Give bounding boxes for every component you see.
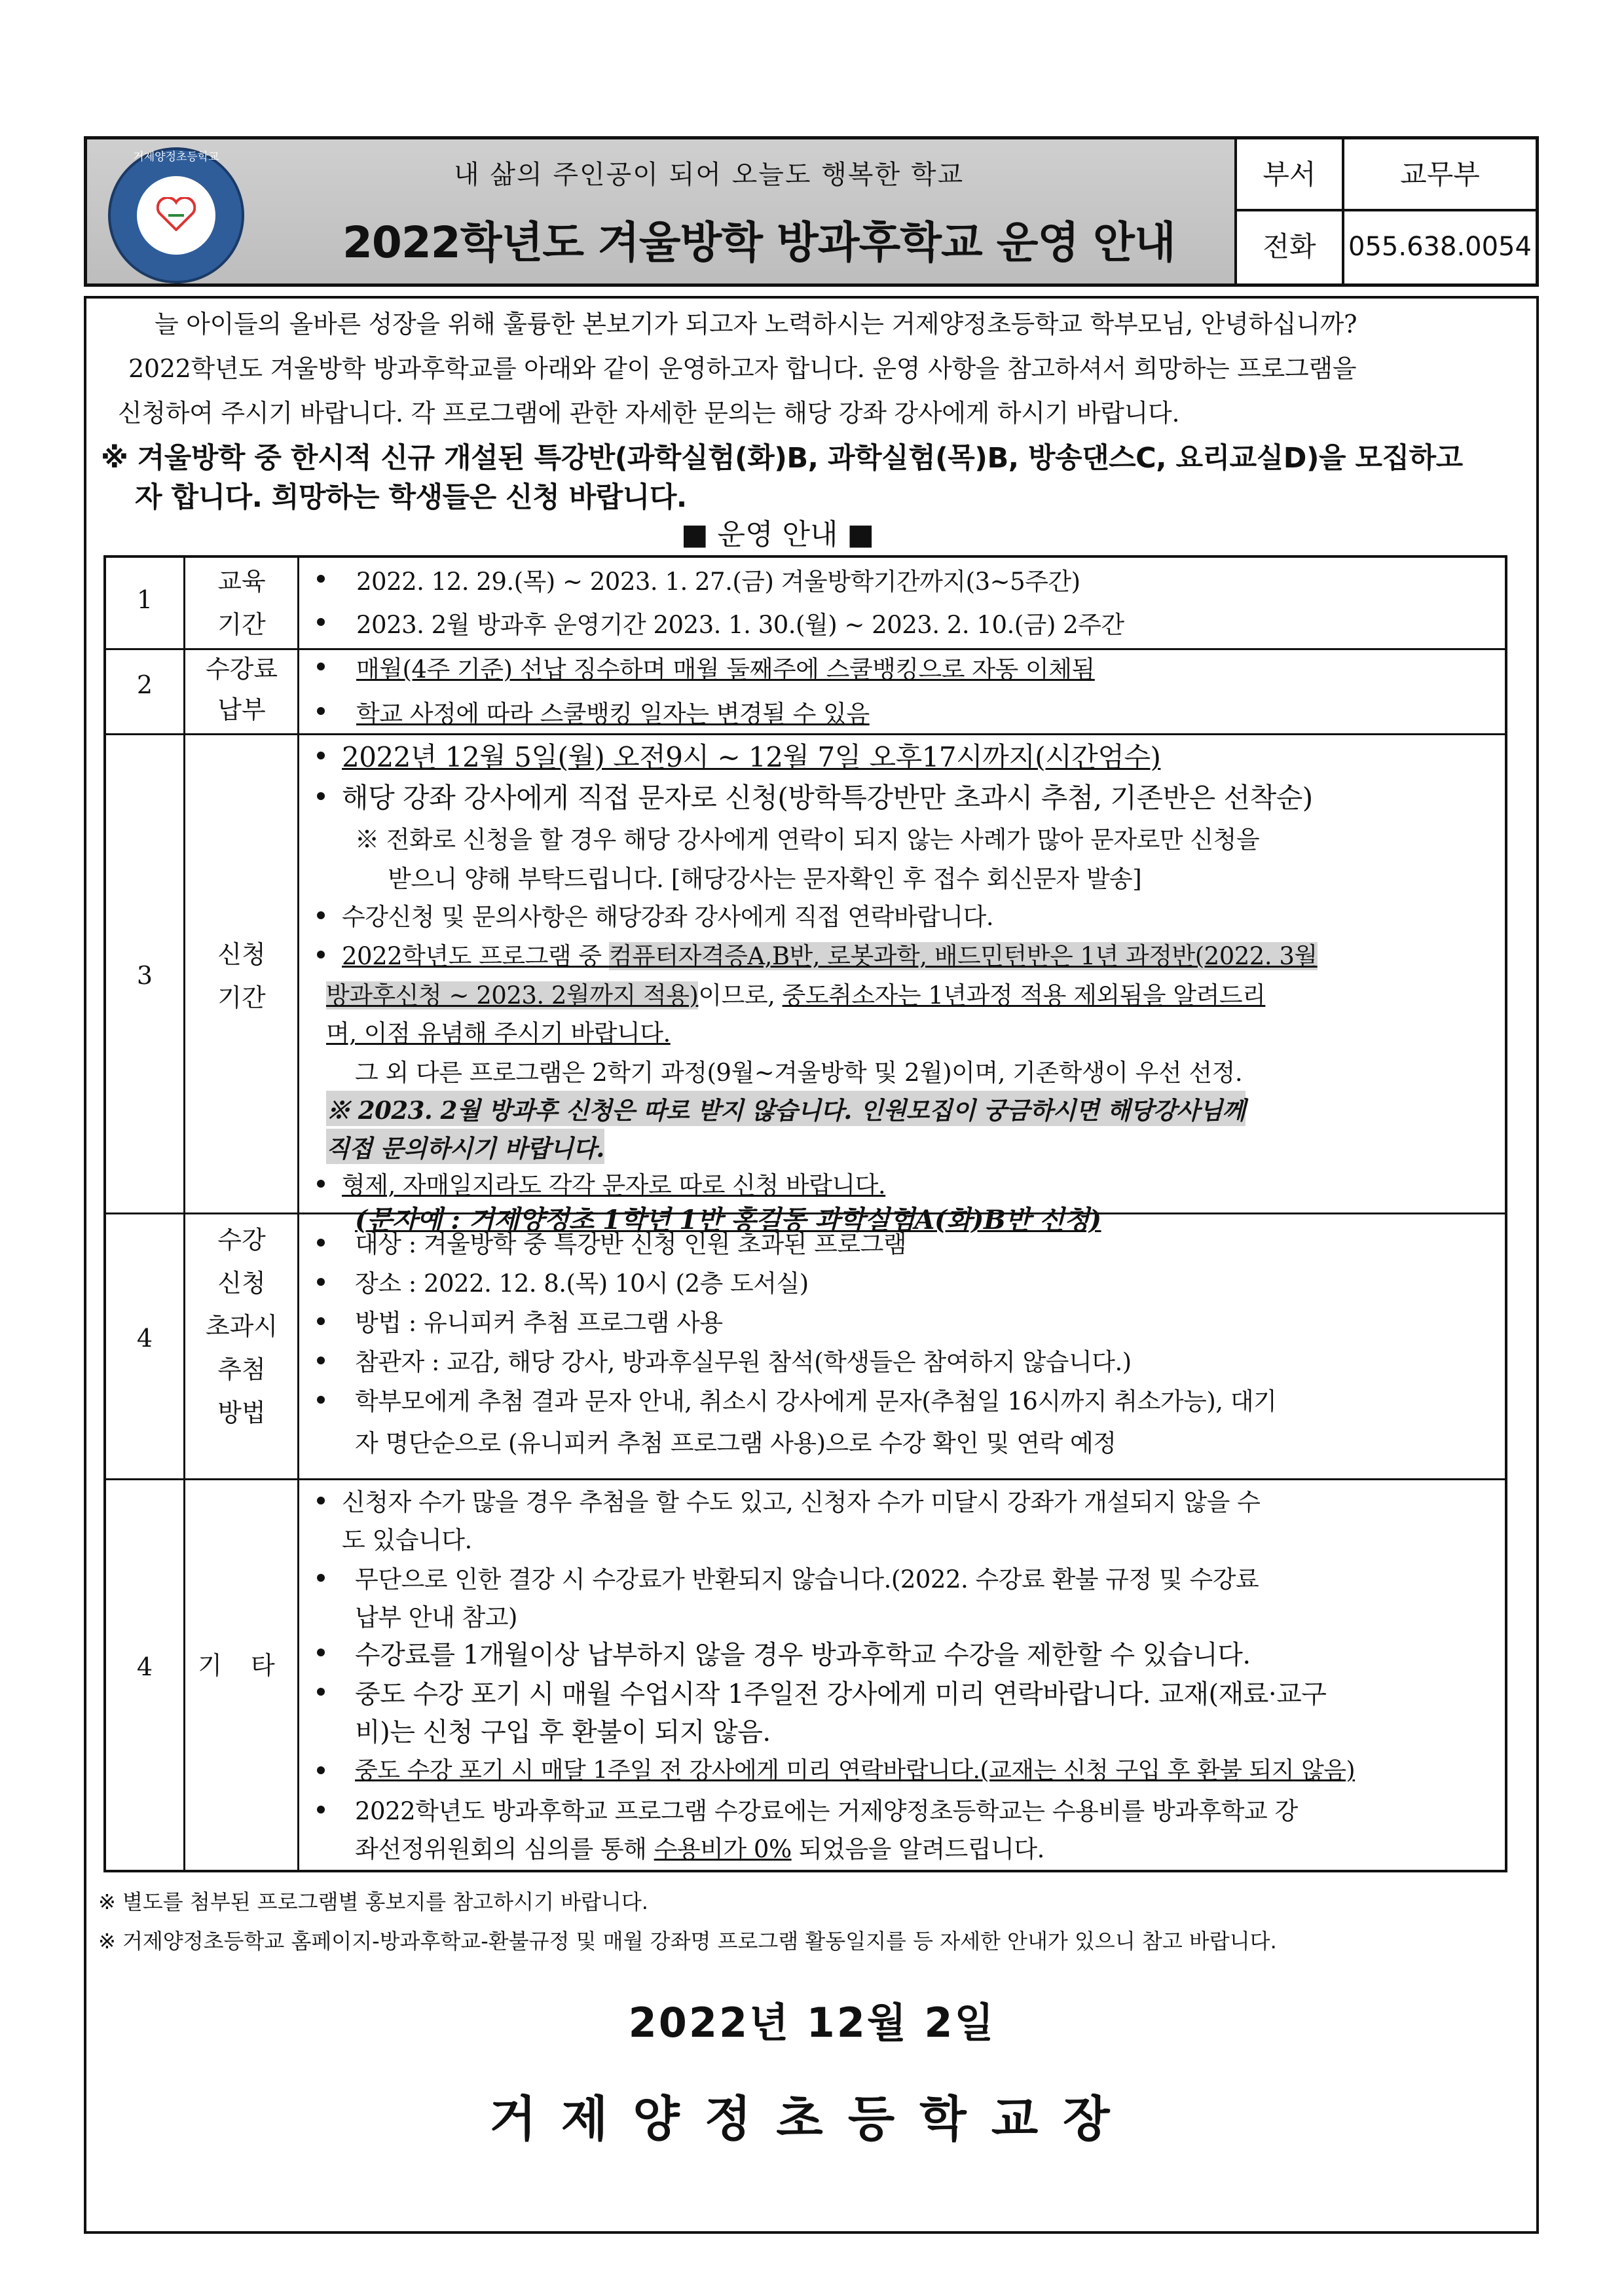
header-box	[84, 136, 1539, 287]
bullet-icon	[317, 792, 325, 800]
row-number: 4	[136, 1324, 153, 1353]
year-course-note: 며, 이점 유념해 주시기 바랍니다.	[326, 1019, 671, 1048]
row-label: 교육	[217, 567, 266, 596]
school-slogan: 내 삶의 주인공이 되어 오늘도 행복한 학교	[454, 160, 965, 190]
bullet-icon	[317, 911, 325, 919]
notice-line-1: ※ 겨울방학 중 한시적 신규 개설된 특강반(과학실험(화)B, 과학실험(목)B, 방송댄스C, 요리교실D)을 모집하고	[101, 442, 1463, 475]
bullet-icon	[317, 752, 325, 759]
intro-line-2: 2022학년도 겨울방학 방과후학교를 아래와 같이 운영하고자 합니다. 운영 사항을 참고하셔서 희망하는 프로그램을	[128, 354, 1357, 383]
row-label: 기간	[217, 610, 266, 639]
year-course-text: 2022학년도 프로그램 중	[342, 942, 609, 970]
row-number: 2	[136, 670, 153, 699]
row-label: 수강	[217, 1226, 266, 1254]
etc-item: 수강료를 1개월이상 납부하지 않을 경우 방과후학교 수강을 제한할 수 있습니다.	[355, 1640, 1251, 1670]
etc-text: 되었음을 알려드립니다.	[791, 1835, 1044, 1863]
year-course-highlight: 방과후신청 ~ 2023. 2월까지 적용)	[326, 981, 699, 1010]
year-course-note	[342, 936, 1318, 972]
issue-date: 2022년 12월 2일	[628, 1999, 996, 2047]
header-title-band	[87, 139, 1237, 283]
row-item: 매월(4주 기준) 선납 징수하며 매월 둘째주에 스쿨뱅킹으로 자동 이체됨	[356, 655, 1095, 683]
row-label: 초과시	[205, 1312, 278, 1341]
logo-text: 거제양정초등학교	[133, 151, 219, 164]
bullet-icon	[317, 707, 325, 715]
etc-item: 2022학년도 방과후학교 프로그램 수강료에는 거제양정초등학교는 수용비를 방과후학교 강	[355, 1797, 1298, 1825]
info-table	[103, 555, 1507, 1872]
logo-emblem-icon	[137, 176, 215, 255]
other-course-note: 그 외 다른 프로그램은 2학기 과정(9월~겨울방학 및 2월)이며, 기존학생이 우선 선정.	[355, 1059, 1243, 1087]
bullet-icon	[317, 575, 325, 583]
apply-note: ※ 전화로 신청을 할 경우 해당 강사에게 연락이 되지 않는 사례가 많아 문자로만 신청을	[355, 826, 1260, 854]
apply-note: 받으니 양해 부탁드립니다. [해당강사는 문자확인 후 접수 회신문자 발송]	[388, 865, 1142, 893]
row-label: 수강료	[205, 655, 278, 683]
table-row-divider	[106, 1478, 1505, 1480]
etc-item: 비)는 신청 구입 후 환불이 되지 않음.	[355, 1717, 771, 1747]
row-label: 기간	[217, 983, 266, 1012]
dept-label: 부서	[1237, 139, 1344, 211]
bullet-icon	[317, 618, 325, 626]
lottery-item-cont: 자 명단순으로 (유니피커 추첨 프로그램 사용)으로 수강 확인 및 연락 예정	[355, 1429, 1116, 1457]
bullet-icon	[317, 1766, 325, 1774]
section-title: ■ 운영 안내 ■	[681, 518, 875, 551]
year-course-highlight: 컴퓨터자격증A,B반, 로봇과학, 배드민턴반은 1년 과정반(2022. 3월	[608, 942, 1318, 970]
row-item: 2023. 2월 방과후 운영기간 2023. 1. 30.(월) ~ 2023. 2. 10.(금) 2주간	[356, 611, 1124, 639]
lottery-item: 대상 : 겨울방학 중 특강반 신청 인원 초과된 프로그램	[355, 1230, 907, 1258]
bullet-icon	[317, 1574, 325, 1582]
row-number: 4	[136, 1652, 153, 1681]
bullet-icon	[317, 1278, 325, 1286]
etc-item: 신청자 수가 많을 경우 추첨을 할 수도 있고, 신청자 수가 미달시 강좌가 개설되지 않을 수	[342, 1488, 1261, 1516]
row-item: 학교 사정에 따라 스쿨뱅킹 일자는 변경될 수 있음	[356, 700, 870, 728]
feb-notice: 직접 문의하시기 바랍니다.	[326, 1129, 604, 1164]
lottery-item: 방법 : 유니피커 추첨 프로그램 사용	[355, 1309, 723, 1337]
bullet-icon	[317, 663, 325, 670]
year-course-note	[326, 975, 1265, 1011]
row-label: 기 타	[198, 1651, 286, 1680]
bullet-icon	[317, 1180, 325, 1188]
bullet-icon	[317, 1649, 325, 1656]
principal-signature: 거제양정초등학교장	[489, 2091, 1135, 2147]
apply-contact: 수강신청 및 문의사항은 해당강좌 강사에게 직접 연락바랍니다.	[342, 903, 994, 931]
etc-item: 무단으로 인한 결강 시 수강료가 반환되지 않습니다.(2022. 수강료 환불 규정 및 수강료	[355, 1565, 1259, 1594]
etc-item: 중도 수강 포기 시 매달 1주일 전 강사에게 미리 연락바랍니다.(교재는 신청 구입 후 환불 되지 않음)	[355, 1757, 1356, 1784]
bullet-icon	[317, 1396, 325, 1404]
bullet-icon	[317, 1317, 325, 1325]
lottery-item: 학부모에게 추첨 결과 문자 안내, 취소시 강사에게 문자(추첨일 16시까지 취소가능), 대기	[355, 1387, 1277, 1415]
lottery-item: 참관자 : 교감, 해당 강사, 방과후실무원 참석(학생들은 참여하지 않습니다.)	[355, 1348, 1132, 1376]
row-number: 3	[136, 961, 153, 990]
bullet-icon	[317, 1239, 325, 1247]
tel-value: 055.638.0054	[1348, 232, 1532, 262]
row-label: 방법	[217, 1398, 266, 1427]
bullet-icon	[317, 1497, 325, 1504]
intro-line-3: 신청하여 주시기 바랍니다. 각 프로그램에 관한 자세한 문의는 해당 강좌 강사에게 하시기 바랍니다.	[118, 399, 1180, 428]
bullet-icon	[317, 1357, 325, 1364]
row-label: 추첨	[217, 1355, 266, 1384]
feb-notice: ※ 2023. 2월 방과후 신청은 따로 받지 않습니다. 인원모집이 궁금하시면 해당강사님께	[326, 1091, 1246, 1126]
footnote-2: ※ 거제양정초등학교 홈페이지-방과후학교-환불규정 및 매월 강좌명 프로그램 활동일지를 등 자세한 안내가 있으니 참고 바랍니다.	[98, 1929, 1277, 1954]
apply-period: 2022년 12월 5일(월) 오전9시 ~ 12월 7일 오후17시까지(시간엄수)	[342, 741, 1161, 773]
lottery-item: 장소 : 2022. 12. 8.(목) 10시 (2층 도서실)	[355, 1269, 809, 1298]
notice-line-2: 자 합니다. 희망하는 학생들은 신청 바랍니다.	[135, 481, 687, 514]
intro-line-1: 늘 아이들의 올바른 성장을 위해 훌륭한 본보기가 되고자 노력하시는 거제양정초등학교 학부모님, 안녕하십니까?	[155, 310, 1357, 338]
etc-item: 도 있습니다.	[342, 1526, 472, 1554]
year-course-text: 이므로,	[698, 981, 783, 1010]
page-title: 2022학년도 겨울방학 방과후학교 운영 안내	[342, 217, 1175, 268]
row-label: 납부	[217, 695, 266, 724]
year-course-text: 중도취소자는 1년과정 적용 제외됨을 알려드리	[782, 981, 1266, 1010]
etc-text: 좌선정위원회의 심의를 통해	[355, 1835, 654, 1863]
etc-item: 중도 수강 포기 시 매월 수업시작 1주일전 강사에게 미리 연락바랍니다. 교재(재료·교구	[355, 1679, 1327, 1709]
bullet-icon	[317, 1806, 325, 1813]
bullet-icon	[317, 1688, 325, 1696]
etc-item	[355, 1829, 1044, 1865]
row-number: 1	[136, 585, 153, 614]
dept-value: 교무부	[1344, 139, 1536, 211]
sms-example: (문자예 : 거제양정초 1학년 1반 홍길동 과학실험A(화)B반 신청)	[355, 1205, 1101, 1235]
bullet-icon	[317, 951, 325, 958]
footnote-1: ※ 별도를 첨부된 프로그램별 홍보지를 참고하시기 바랍니다.	[98, 1889, 648, 1914]
row-item: 2022. 12. 29.(목) ~ 2023. 1. 27.(금) 겨울방학기간까지(3~5주간)	[356, 568, 1080, 596]
school-logo	[108, 147, 244, 283]
tel-label: 전화	[1237, 211, 1344, 283]
etc-item: 납부 안내 참고)	[355, 1603, 517, 1631]
row-label: 신청	[217, 940, 266, 969]
etc-text-underlined: 수용비가 0%	[654, 1835, 792, 1863]
table-row-divider	[106, 733, 1505, 735]
row-label: 신청	[217, 1269, 266, 1298]
apply-method: 해당 강좌 강사에게 직접 문자로 신청(방학특강반만 초과시 추첨, 기존반은 선착순)	[342, 782, 1313, 814]
sibling-note: 형제, 자매일지라도 각각 문자로 따로 신청 바랍니다.	[342, 1171, 886, 1199]
